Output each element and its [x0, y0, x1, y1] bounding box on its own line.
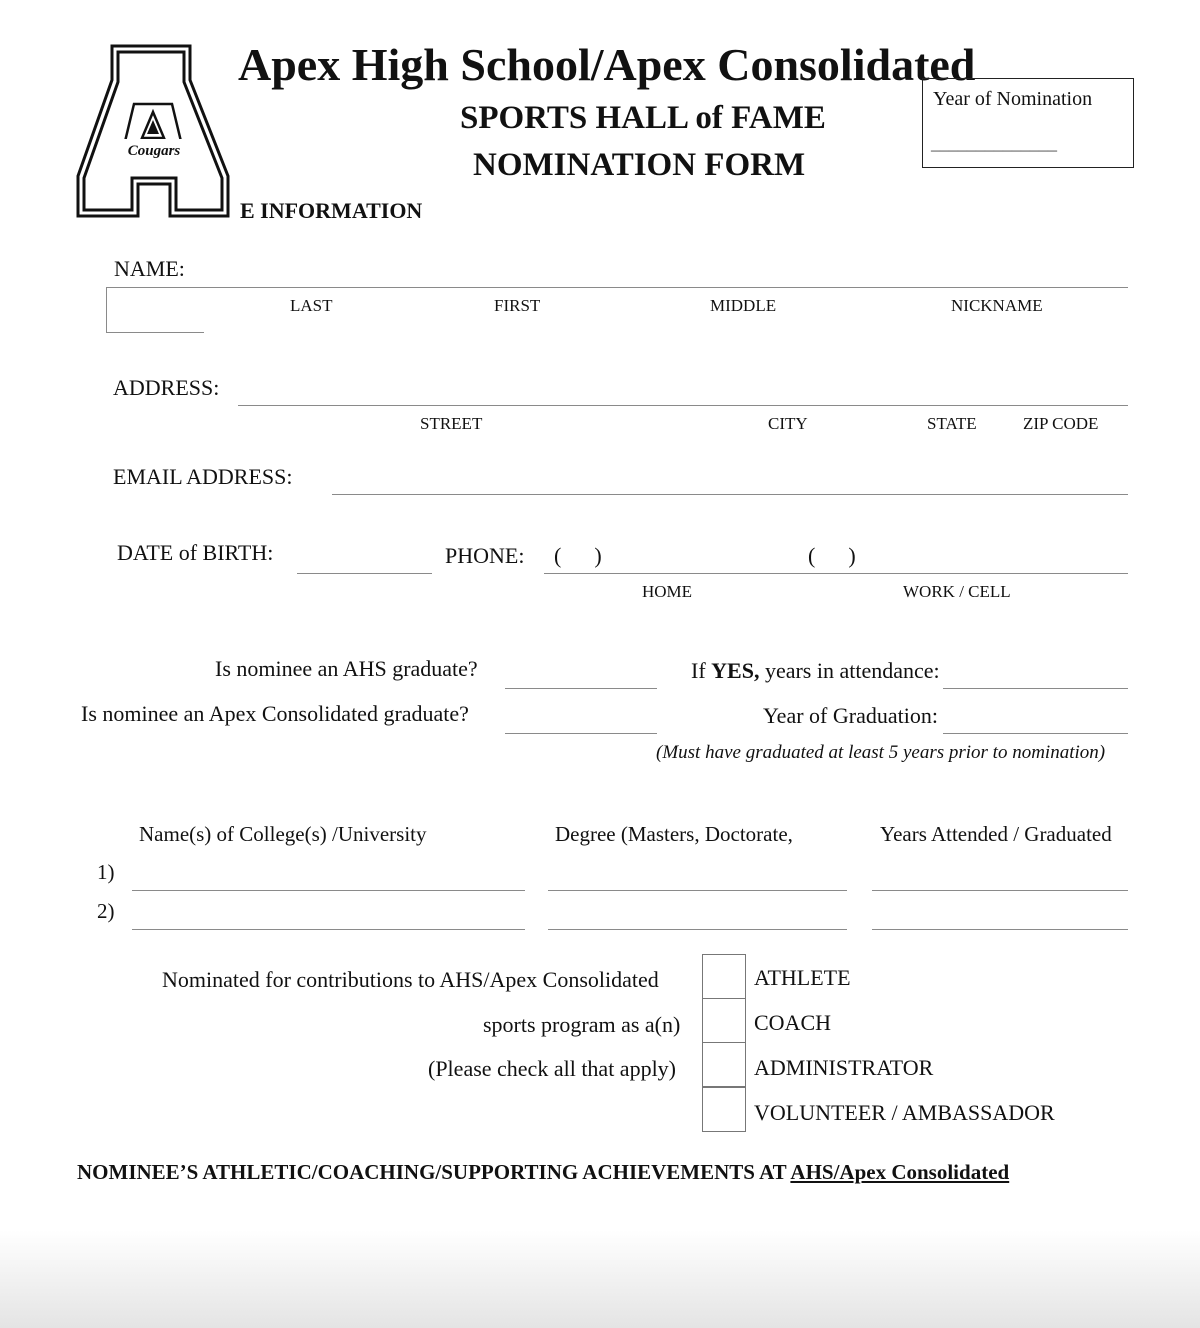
logo-text: Cougars — [127, 143, 181, 159]
year-of-nomination-label: Year of Nomination — [933, 88, 1093, 110]
years-attendance-label — [691, 658, 940, 684]
ahs-graduate-question: Is nominee an AHS graduate? — [215, 656, 478, 681]
college-row-2-number: 2) — [97, 899, 115, 923]
college-row-2-years-line[interactable] — [872, 929, 1128, 930]
dob-line[interactable] — [297, 573, 432, 574]
year-of-graduation-label: Year of Graduation: — [763, 703, 938, 728]
address-col-zip: ZIP CODE — [1023, 414, 1099, 433]
apex-graduate-line[interactable] — [505, 733, 657, 734]
checkbox-coach[interactable] — [702, 998, 746, 1043]
address-col-street: STREET — [420, 414, 483, 433]
name-input-box[interactable] — [106, 288, 204, 333]
checkbox-athlete[interactable] — [702, 954, 746, 999]
phone-home-area-code: ( ) — [554, 543, 602, 568]
address-label: ADDRESS: — [113, 375, 220, 400]
years-attendance-line[interactable] — [943, 688, 1128, 689]
checkbox-volunteer[interactable] — [702, 1087, 746, 1132]
college-row-1-number: 1) — [97, 860, 115, 884]
phone-line[interactable] — [544, 573, 1128, 574]
year-of-graduation-line[interactable] — [943, 733, 1128, 734]
if-suffix: years in attendance: — [759, 658, 940, 683]
achievements-prefix: NOMINEE’S ATHLETIC/COACHING/SUPPORTING ACHIEVEMENTS AT — [77, 1160, 791, 1184]
year-of-nomination-blank: ______________ — [931, 133, 1057, 153]
contrib-line-2: sports program as a(n) — [483, 1012, 681, 1037]
email-label: EMAIL ADDRESS: — [113, 464, 293, 489]
option-volunteer: VOLUNTEER / AMBASSADOR — [754, 1100, 1055, 1125]
college-row-1-degree-line[interactable] — [548, 890, 847, 891]
college-col-years: Years Attended / Graduated — [880, 822, 1112, 846]
contrib-line-1: Nominated for contributions to AHS/Apex Consolidated — [162, 967, 659, 992]
if-prefix: If — [691, 658, 712, 683]
name-label: NAME: — [114, 256, 185, 281]
college-row-2-degree-line[interactable] — [548, 929, 847, 930]
name-col-nickname: NICKNAME — [951, 296, 1043, 315]
name-col-first: FIRST — [494, 296, 541, 315]
contrib-line-3: (Please check all that apply) — [428, 1056, 677, 1081]
nominee-information-heading: E INFORMATION — [240, 198, 423, 223]
address-col-state: STATE — [927, 414, 977, 433]
address-col-city: CITY — [768, 414, 808, 433]
option-administrator: ADMINISTRATOR — [754, 1055, 934, 1080]
college-row-1-years-line[interactable] — [872, 890, 1128, 891]
name-line[interactable] — [106, 287, 1128, 288]
graduation-note: (Must have graduated at least 5 years prior to nomination) — [656, 742, 1106, 763]
college-row-2-name-line[interactable] — [132, 929, 525, 930]
phone-home-label: HOME — [642, 582, 693, 601]
college-row-1-name-line[interactable] — [132, 890, 525, 891]
if-yes: YES, — [711, 658, 760, 683]
phone-work-area-code: ( ) — [808, 543, 856, 568]
address-line[interactable] — [238, 405, 1128, 406]
email-line[interactable] — [332, 494, 1128, 495]
year-of-nomination-box[interactable] — [922, 78, 1134, 168]
apex-graduate-question: Is nominee an Apex Consolidated graduate? — [81, 701, 469, 726]
form-subtitle-nomination: NOMINATION FORM — [473, 147, 806, 183]
name-col-last: LAST — [290, 296, 333, 315]
achievements-underlined: AHS/Apex Consolidated — [790, 1160, 1010, 1184]
ahs-graduate-line[interactable] — [505, 688, 657, 689]
dob-label: DATE of BIRTH: — [117, 540, 274, 565]
phone-label: PHONE: — [445, 543, 525, 568]
college-col-degree: Degree (Masters, Doctorate, — [555, 822, 793, 846]
achievements-heading — [77, 1160, 1009, 1185]
phone-work-label: WORK / CELL — [903, 582, 1011, 601]
college-col-name: Name(s) of College(s) /University — [139, 822, 427, 846]
cougars-logo — [76, 44, 232, 218]
checkbox-administrator[interactable] — [702, 1042, 746, 1087]
option-coach: COACH — [754, 1010, 832, 1035]
name-col-middle: MIDDLE — [710, 296, 777, 315]
option-athlete: ATHLETE — [754, 965, 851, 990]
page-bottom-shadow — [0, 1230, 1200, 1328]
form-subtitle-hall-of-fame: SPORTS HALL of FAME — [460, 100, 826, 136]
school-title: Apex High School/Apex Consolidated — [238, 39, 976, 90]
